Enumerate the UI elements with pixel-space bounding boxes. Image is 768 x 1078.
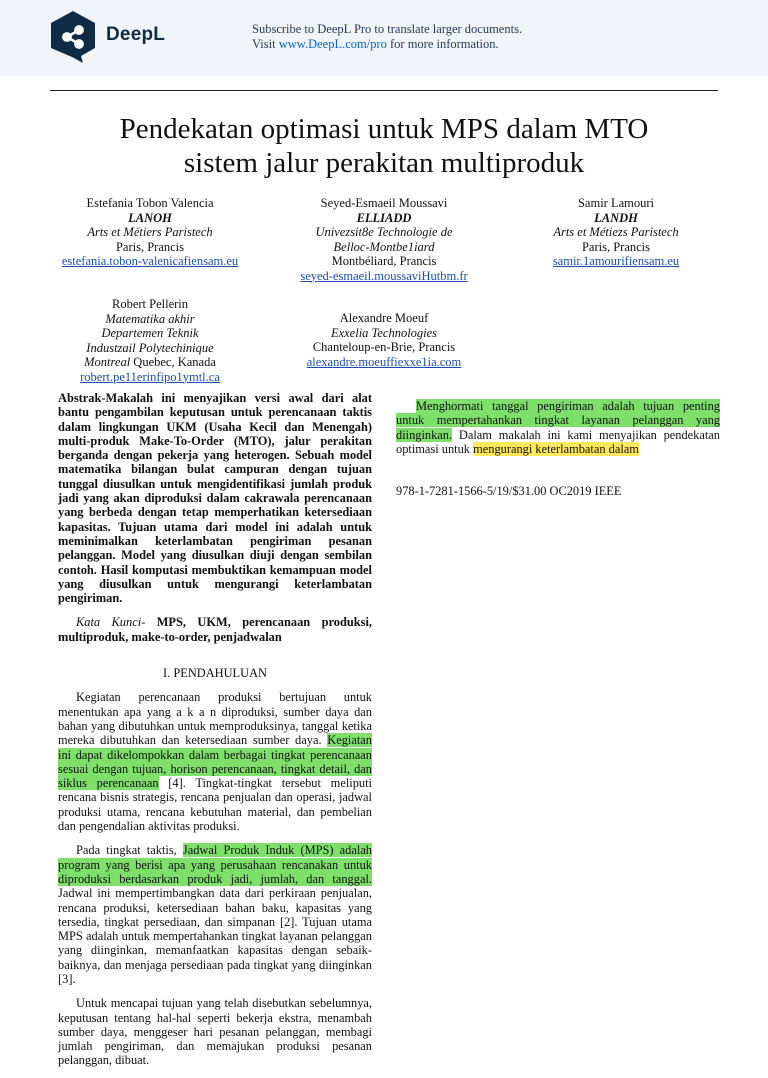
deepl-logo-icon[interactable]	[48, 10, 98, 64]
author-block: Robert Pellerin Matematika akhir Departemen Teknik Industzail Polytechinique Montreal Quebec, Kanada robert.pe11erinfipo1ymtl.ca	[50, 297, 250, 384]
deepl-banner	[0, 0, 768, 76]
author-email-link[interactable]: estefania.tobon-valenicafiensam.eu	[61, 254, 239, 268]
left-column	[58, 391, 372, 1078]
abstract: Abstrak-Makalah ini menyajikan versi awal dari alat bantu pengambilan keputusan untuk perencanaan taktis dalam lingkungan UKM (Usaha Kecil dan Menengah) multi-produk Make-To-Order (MTO), jalur perakitan berganda dengan pekerja yang heterogen. Sebuah model matematika bilangan bulat campuran dengan tujuan tunggal diusulkan untuk mengidentifikasi jumlah produk jadi yang akan diproduksi dalam cakrawala perencanaan yang berbeda dengan tetap memperhatikan ketersediaan kapasitas. Tujuan utama dari model ini adalah untuk meminimalkan keterlambatan pengiriman pesanan pelanggan. Model yang diusulkan diuji dengan sembilan contoh. Hasil komputasi membuktikan kemampuan model yang diusulkan untuk mengurangi keterlambatan pengiriman.	[58, 391, 372, 606]
author-email-link[interactable]: robert.pe11erinfipo1ymtl.ca	[80, 369, 220, 384]
author-email-link[interactable]: alexandre.moeuffiexxe1ia.com	[306, 354, 462, 369]
promo-link[interactable]: www.DeepL.com/pro	[278, 37, 387, 51]
author-email-link[interactable]: seyed-esmaeil.moussaviHutbm.fr	[300, 268, 468, 283]
paragraph: Kegiatan perencanaan produksi bertujuan untuk menentukan apa yang a k a n diproduksi, sumber daya dan bahan yang dibutuhkan untuk memproduksinya, tanggal ketika mereka dibutuhkan dan ketersediaan sumber daya. Kegiatan ini dapat dikelompokkan dalam berbagai tingkat perencanaan sesuai dengan tujuan, horison perencanaan, tingkat detail, dan siklus perencanaan [4]. Tingkat-tingkat tersebut meliputi rencana bisnis strategis, rencana penjualan dan operasi, jadwal produksi utama, rencana kebutuhan material, dan pembelian dan pengendalian aktivitas produksi.	[58, 690, 372, 834]
section-heading: I. PENDAHULUAN	[163, 666, 267, 681]
paragraph: Menghormati tanggal pengiriman adalah tujuan penting untuk mempertahankan tingkat layanan pelanggan yang diinginkan. Dalam makalah ini kami menyajikan pendekatan optimasi untuk mengurangi keterlambatan dalam	[396, 399, 720, 456]
highlight-green: Jadwal Produk Induk (MPS) adalah program yang berisi apa yang perusahaan rencanakan untuk diproduksi berdasarkan produk jadi, jumlah, dan tanggal.	[58, 843, 373, 886]
author-block: Samir Lamouri LANDH Arts et Métiezs Paristech Paris, Prancis samir.1amourifiensam.eu	[516, 196, 716, 269]
paper-title: Pendekatan optimasi untuk MPS dalam MTO sistem jalur perakitan multiproduk	[119, 113, 649, 179]
brand-name: DeepL	[106, 24, 166, 45]
keywords: Kata Kunci- MPS, UKM, perencanaan produksi, multiproduk, make-to-order, penjadwalan	[58, 615, 372, 644]
promo-line-2: Visit www.DeepL.com/pro for more information.	[252, 37, 499, 51]
highlight-yellow: mengurangi keterlambatan dalam	[473, 441, 639, 456]
author-block: Alexandre Moeuf Exxelia Technologies Chanteloup-en-Brie, Prancis alexandre.moeuffiexxe1ia.com	[284, 311, 484, 369]
promo-text	[252, 22, 522, 52]
paragraph: Pada tingkat taktis, Jadwal Produk Induk (MPS) adalah program yang berisi apa yang perusahaan rencanakan untuk diproduksi berdasarkan produk jadi, jumlah, dan tanggal. Jadwal ini mempertimbangkan data dari perkiraan penjualan, rencana produksi, ketersediaan bahan baku, kapasitas yang tersedia, tingkat persediaan, dan simpanan [2]. Tujuan utama MPS adalah untuk mempertahankan tingkat layanan pelanggan yang diinginkan, memanfaatkan kapasitas dengan sebaik-baiknya, dan menjaga persediaan pada tingkat yang diinginkan [3].	[58, 843, 373, 986]
header-divider	[50, 90, 718, 91]
author-email-link[interactable]: samir.1amourifiensam.eu	[552, 254, 680, 268]
right-column	[396, 399, 720, 466]
paragraph: Untuk mencapai tujuan yang telah disebutkan sebelumnya, keputusan tentang hal-hal seperti bekerja ekstra, menambah sumber daya, menggeser hari pesanan pelanggan, membagi jumlah pengiriman, dan memajukan produksi pesanan pelanggan, dibuat.	[58, 996, 372, 1068]
highlight-green: Menghormati tanggal pengiriman adalah tujuan penting untuk mempertahankan tingkat layanan pelanggan yang diinginkan.	[396, 399, 720, 442]
copyright-notice: 978-1-7281-1566-5/19/$31.00 OC2019 IEEE	[396, 484, 622, 498]
highlight-green: Kegiatan ini dapat dikelompokkan dalam berbagai tingkat perencanaan sesuai dengan tujuan, horison perencanaan, tingkat detail, dan siklus perencanaan	[58, 733, 372, 791]
author-block: Seyed-Esmaeil Moussavi ELLIADD Univezsit8e Technologie de Belloc-Montbe1iard Montbéliard, Prancis seyed-esmaeil.moussaviHutbm.fr	[284, 196, 484, 283]
promo-line-1: Subscribe to DeepL Pro to translate larger documents.	[252, 22, 523, 36]
author-block: Estefania Tobon Valencia LANOH Arts et Métiers Paristech Paris, Prancis estefania.tobon-valenicafiensam.eu	[50, 196, 250, 269]
